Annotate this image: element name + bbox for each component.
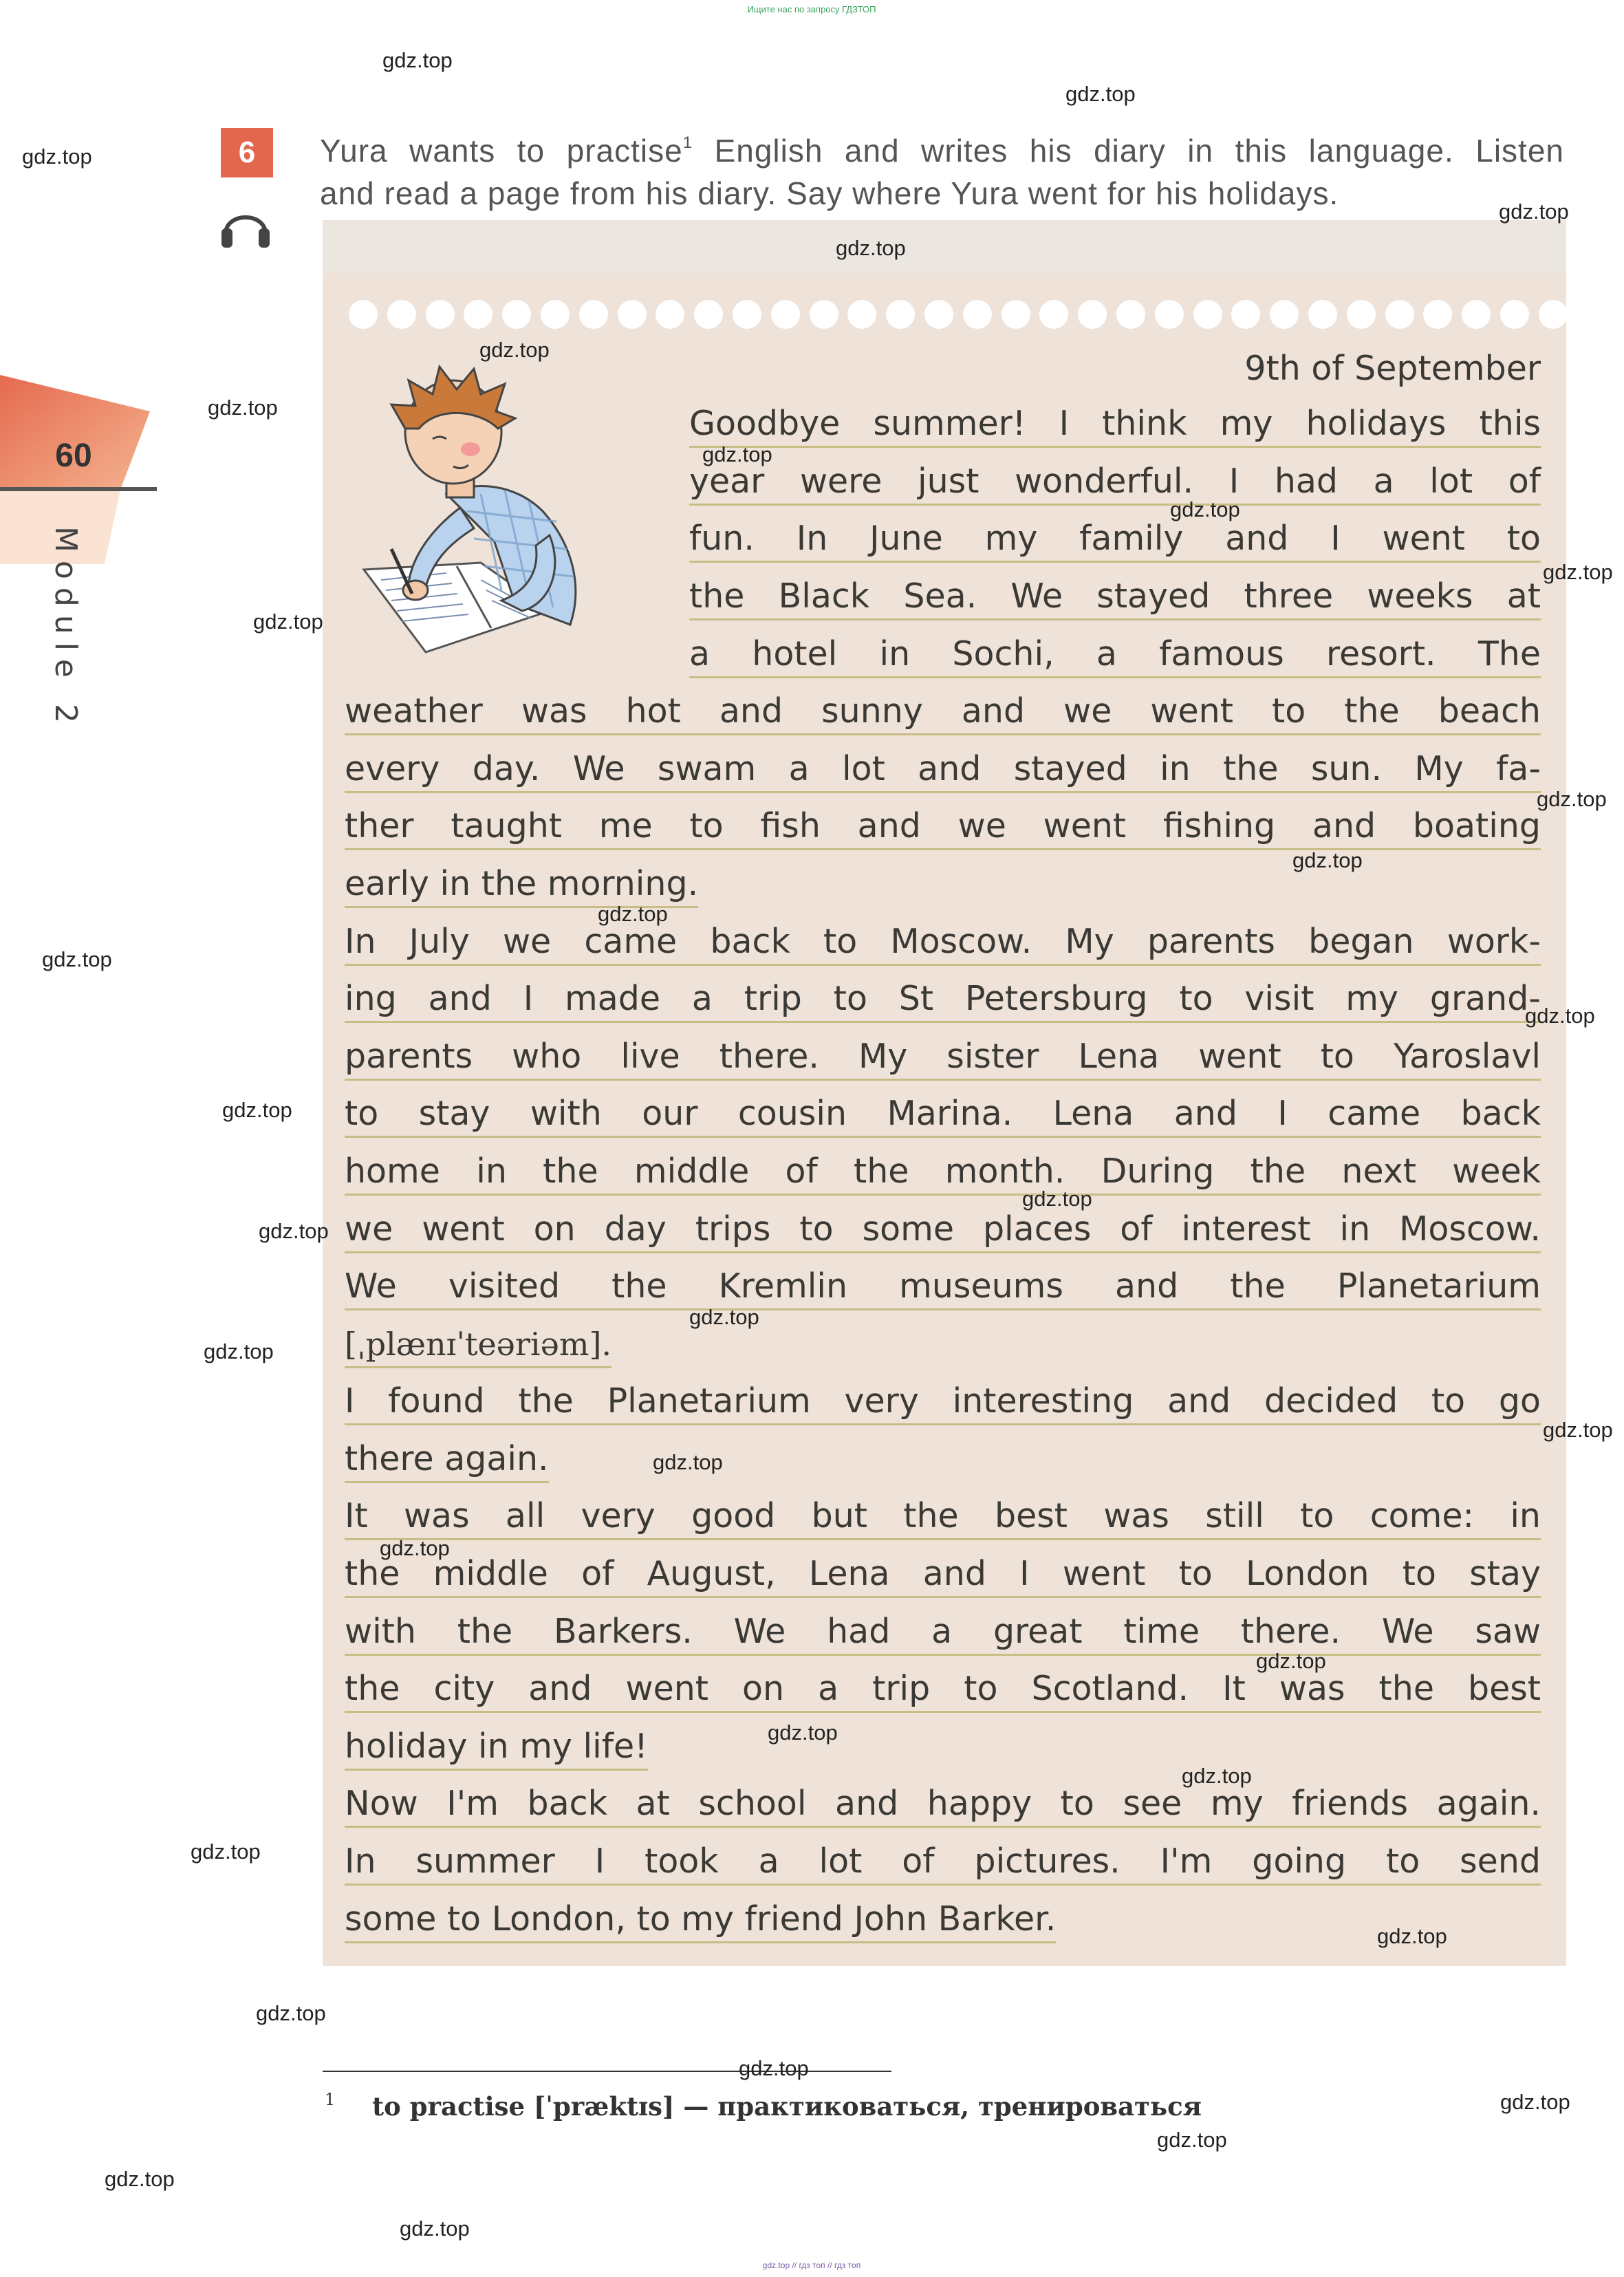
footnote-number: 1 [325,2090,336,2109]
paper-hole [1462,300,1491,329]
instruction-text: English and writes his diary in this language. Listen [693,133,1564,169]
watermark-text: gdz.top [204,1339,274,1363]
diary-line: weather was hot and sunny and we went to the beach [345,691,1541,735]
diary-line: to stay with our cousin Marina. Lena and I came back [345,1093,1541,1138]
diary-line: In July we came back to Moscow. My parents began work- [345,921,1541,966]
diary-line: the middle of August, Lena and I went to London to stay [345,1553,1541,1598]
paper-hole [1078,300,1107,329]
watermark-text: gdz.top [380,1536,450,1560]
overleaf-shadow [323,220,1566,275]
diary-line: ing and I made a trip to St Petersburg to visit my grand- [345,978,1541,1023]
diary-text [345,333,1541,1943]
watermark-text: gdz.top [689,1305,759,1329]
footnote-reference: 1 [682,133,693,152]
paper-hole [1270,300,1299,329]
paper-hole [810,300,838,329]
paper-hole [1193,300,1222,329]
diary-line: ther taught me to fish and we went fishing and boating [345,806,1541,850]
watermark-text: gdz.top [1537,787,1607,811]
footnote-term: to practise [372,2091,526,2122]
watermark-text: gdz.top [259,1219,329,1243]
diary-line: It was all very good but the best was still to come: in [345,1496,1541,1540]
paper-hole [733,300,761,329]
paper-hole [963,300,992,329]
paper-hole [1347,300,1376,329]
module-label: Module 2 [48,526,83,731]
watermark-text: gdz.top [1157,2128,1227,2152]
watermark-text: gdz.top [768,1720,838,1745]
footnote-definition: [ˈpræktɪs] — практиковаться, тренироваться [525,2091,1202,2122]
paper-hole [1308,300,1337,329]
watermark-text: gdz.top [653,1450,723,1474]
watermark-text: gdz.top [208,396,278,420]
watermark-text: gdz.top [256,2001,326,2025]
paper-hole [924,300,953,329]
paper-hole [426,300,455,329]
watermark-text: gdz.top [42,947,112,971]
paper-hole [694,300,723,329]
paper-hole [541,300,570,329]
watermark-text: gdz.top [598,902,668,926]
diary-line: there again. [345,1438,549,1483]
paper-hole [579,300,608,329]
watermark-text: gdz.top [105,2167,175,2191]
diary-line: fun. In June my family and I went to [689,518,1541,563]
diary-line: early in the morning. [345,863,698,908]
paper-hole [349,300,378,329]
watermark-text: gdz.top [1543,560,1613,584]
top-note: Ищите нас по запросу ГДЗТОП [747,4,876,14]
diary-line: Goodbye summer! I think my holidays this [689,403,1541,448]
paper-hole [771,300,800,329]
watermark-text: gdz.top [1065,82,1136,106]
bottom-note: gdz.top // гдз топ // гдз топ [762,2260,861,2270]
watermark-text: gdz.top [382,48,453,72]
paper-hole [502,300,531,329]
paper-hole [1155,300,1184,329]
footnote-text [372,2091,1202,2122]
diary-date: 9th of September [1244,348,1541,388]
paper-hole [1539,300,1568,329]
watermark-text: gdz.top [1525,1004,1595,1028]
watermark-text: gdz.top [1256,1649,1326,1673]
watermark-text: gdz.top [1543,1418,1613,1442]
paper-hole [1002,300,1030,329]
exercise-number: 6 [221,128,273,177]
paper-hole [1423,300,1452,329]
watermark-text: gdz.top [739,2056,809,2080]
watermark-text: gdz.top [1499,199,1569,224]
paper-hole [1231,300,1260,329]
headphones-icon [219,199,272,250]
watermark-text: gdz.top [253,609,323,634]
diary-line: Now I'm back at school and happy to see my friends again. [345,1783,1541,1828]
watermark-text: gdz.top [1182,1764,1252,1788]
diary-line: with the Barkers. We had a great time there. We saw [345,1611,1541,1656]
paper-hole [656,300,684,329]
paper-hole [464,300,492,329]
paper-hole [618,300,647,329]
watermark-text: gdz.top [22,144,92,169]
diary-line: We visited the Kremlin museums and the Planetarium [345,1266,1541,1310]
watermark-text: gdz.top [1500,2090,1570,2114]
diary-line: some to London, to my friend John Barker. [345,1899,1056,1943]
diary-line: a hotel in Sochi, a famous resort. The [689,634,1541,678]
watermark-text: gdz.top [1022,1187,1092,1211]
diary-line: the Black Sea. We stayed three weeks at [689,576,1541,620]
watermark-text: gdz.top [400,2216,470,2241]
page-number: 60 [55,438,92,474]
watermark-text: gdz.top [1292,848,1363,872]
paper-hole [1500,300,1529,329]
diary-line: every day. We swam a lot and stayed in the sun. My fa- [345,748,1541,793]
diary-line: the city and went on a trip to Scotland. It was the best [345,1668,1541,1713]
paper-hole [886,300,915,329]
diary-line-transcription: [ˌplænɪˈteəriəm]. [345,1324,611,1368]
watermark-text: gdz.top [1377,1924,1447,1948]
diary-line: parents who live there. My sister Lena went to Yaroslavl [345,1036,1541,1081]
diary-line: holiday in my life! [345,1726,648,1771]
watermark-text: gdz.top [1170,497,1240,521]
watermark-text: gdz.top [836,236,906,260]
instruction-line-2: and read a page from his diary. Say where Yura went for his holidays. [320,175,1339,211]
paper-hole [387,300,416,329]
paper-hole [1116,300,1145,329]
exercise-instruction [320,129,1564,215]
diary-line: In summer I took a lot of pictures. I'm going to send [345,1841,1541,1886]
watermark-text: gdz.top [479,338,550,362]
paper-hole [847,300,876,329]
watermark-text: gdz.top [222,1098,292,1122]
instruction-line-1 [320,129,1564,172]
diary-line: home in the middle of the month. During the next week [345,1151,1541,1196]
instruction-text: Yura wants to practise [320,133,683,169]
watermark-text: gdz.top [191,1839,261,1864]
diary-line: we went on day trips to some places of interest in Moscow. [345,1209,1541,1253]
diary-line: year were just wonderful. I had a lot of [689,461,1541,506]
paper-hole [1385,300,1414,329]
diary-line: I found the Planetarium very interesting and decided to go [345,1381,1541,1425]
watermark-text: gdz.top [702,442,772,466]
paper-hole [1039,300,1068,329]
